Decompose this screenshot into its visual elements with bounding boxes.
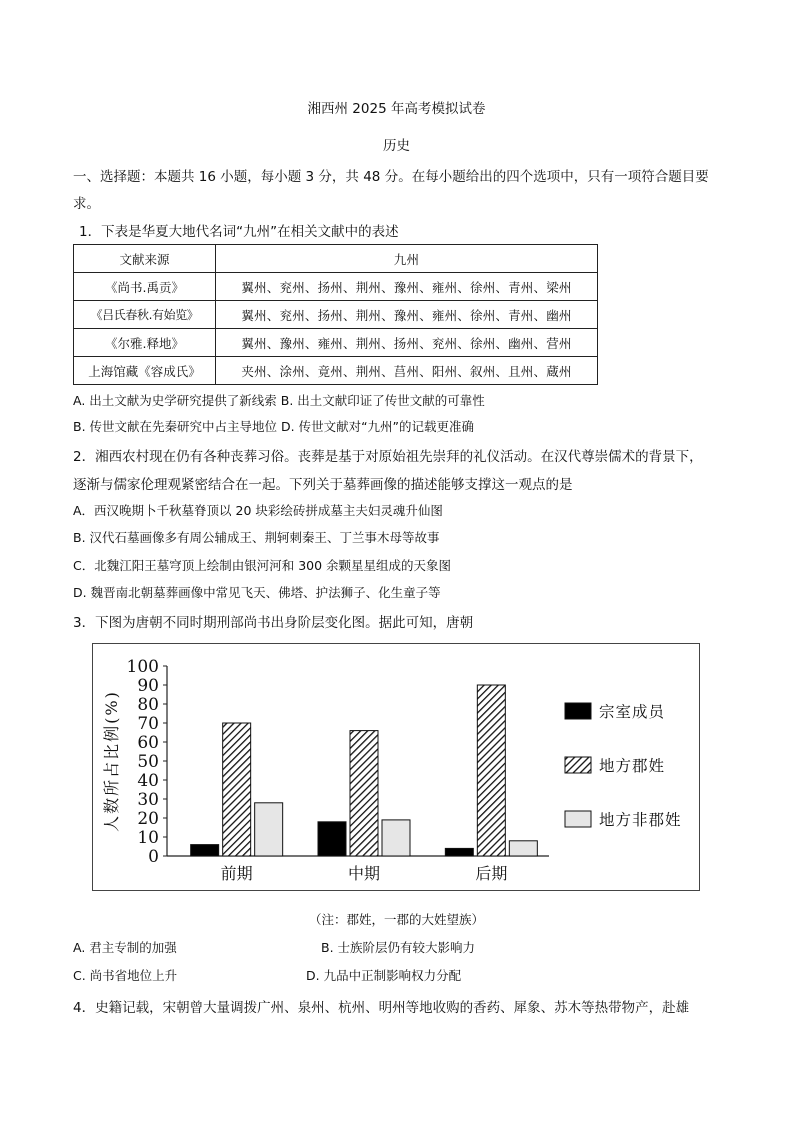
y-tick-label: 80 <box>137 695 159 715</box>
bar <box>445 848 473 856</box>
bar <box>382 820 410 856</box>
q1-options-line2: B. 传世文献在先秦研究中占主导地位 D. 传世文献对“九州”的记载更准确 <box>73 419 475 434</box>
bar <box>318 822 346 856</box>
q3-chart <box>92 643 700 891</box>
y-tick-label: 20 <box>137 809 159 829</box>
q2-option-a: A．西汉晚期卜千秋墓脊顶以 20 块彩绘砖拼成墓主夫妇灵魂升仙图 <box>73 503 443 518</box>
header-jiuzhou: 九州 <box>216 245 598 273</box>
row-jiuzhou: 翼州、豫州、雍州、荆州、扬州、兖州、徐州、幽州、营州 <box>216 329 598 357</box>
q2-stem-line1: 2．湘西农村现在仍有各种丧葬习俗。丧葬是基于对原始祖先崇拜的礼仪活动。在汉代尊崇儒术的背景下， <box>73 449 703 465</box>
q2-option-c: C．北魏江阳王墓穹顶上绘制由银河河和 300 余颗星星组成的天象图 <box>73 558 452 573</box>
legend-label: 地方郡姓 <box>599 757 666 775</box>
legend-label: 宗室成员 <box>599 703 666 721</box>
row-source: 《尔雅.释地》 <box>74 329 216 357</box>
q3-option-d: D. 九品中正制影响权力分配 <box>306 968 462 983</box>
row-jiuzhou: 夹州、涂州、竟州、荆州、莒州、阳州、叙州、且州、蔵州 <box>216 357 598 385</box>
bar <box>509 841 537 856</box>
x-tick-label: 中期 <box>347 864 381 883</box>
table-row <box>74 273 598 301</box>
q3-option-a: A. 君主专制的加强 <box>73 940 177 955</box>
table-row <box>74 357 598 385</box>
q1-table <box>73 244 598 385</box>
q3-option-b: B. 士族阶层仍有较大影响力 <box>321 940 476 955</box>
bar-chart <box>93 644 699 890</box>
row-source: 上海馆藏《容成氏》 <box>74 357 216 385</box>
section-instructions-line2: 求。 <box>73 196 100 212</box>
table-header-row <box>74 245 598 273</box>
q3-stem: 3．下图为唐朝不同时期刑部尚书出身阶层变化图。据此可知，唐朝 <box>73 615 474 631</box>
bar <box>255 803 283 856</box>
legend-swatch <box>565 811 591 827</box>
y-tick-label: 10 <box>137 828 159 848</box>
row-jiuzhou: 翼州、兖州、扬州、荆州、豫州、雍州、徐州、青州、梁州 <box>216 273 598 301</box>
bar <box>223 723 251 856</box>
exam-title: 湘西州 2025 年高考模拟试卷 <box>307 101 486 117</box>
legend-swatch <box>565 757 591 773</box>
q3-note: （注：郡姓，一郡的大姓望族） <box>308 912 484 927</box>
q1-options-line1: A. 出土文献为史学研究提供了新线索 B. 出土文献印证了传世文献的可靠性 <box>73 393 485 408</box>
y-tick-label: 100 <box>126 657 159 677</box>
table-row <box>74 329 598 357</box>
bar <box>191 845 219 856</box>
subject-title: 历史 <box>383 138 410 154</box>
legend-label: 地方非郡姓 <box>599 811 682 829</box>
row-source: 《吕氏春秋.有始览》 <box>74 301 216 329</box>
q3-option-c: C. 尚书省地位上升 <box>73 968 178 983</box>
q2-stem-line2: 逐渐与儒家伦理观紧密结合在一起。下列关于墓葬画像的描述能够支撑这一观点的是 <box>73 477 573 493</box>
y-tick-label: 70 <box>137 714 159 734</box>
header-source: 文献来源 <box>74 245 216 273</box>
x-tick-label: 后期 <box>475 864 508 883</box>
q1-stem: 1．下表是华夏大地代名词“九州”在相关文献中的表述 <box>79 224 399 240</box>
table-row <box>74 301 598 329</box>
q4-stem-line1: 4．史籍记载，宋朝曾大量调拨广州、泉州、杭州、明州等地收购的香药、犀象、苏木等热带物产，赴雄 <box>73 1000 690 1016</box>
row-source: 《尚书.禹贡》 <box>74 273 216 301</box>
y-tick-label: 0 <box>148 847 159 867</box>
y-tick-label: 40 <box>137 771 159 791</box>
x-tick-label: 前期 <box>220 864 253 883</box>
y-tick-label: 30 <box>137 790 159 810</box>
y-tick-label: 60 <box>137 733 159 753</box>
q2-option-d: D. 魏晋南北朝墓葬画像中常见飞天、佛塔、护法狮子、化生童子等 <box>73 585 441 600</box>
y-axis-label: 人数所占比例(%) <box>102 690 121 832</box>
section-instructions-line1: 一、选择题：本题共 16 小题，每小题 3 分，共 48 分。在每小题给出的四个选项中，只有一项符合题目要 <box>73 169 709 185</box>
legend-swatch <box>565 703 591 719</box>
bar <box>477 685 505 856</box>
y-tick-label: 90 <box>137 676 159 696</box>
y-tick-label: 50 <box>137 752 159 772</box>
q2-option-b: B. 汉代石墓画像多有周公辅成王、荆轲刺秦王、丁兰事木母等故事 <box>73 530 440 545</box>
bar <box>350 731 378 856</box>
row-jiuzhou: 翼州、兖州、扬州、荆州、豫州、雍州、徐州、青州、幽州 <box>216 301 598 329</box>
